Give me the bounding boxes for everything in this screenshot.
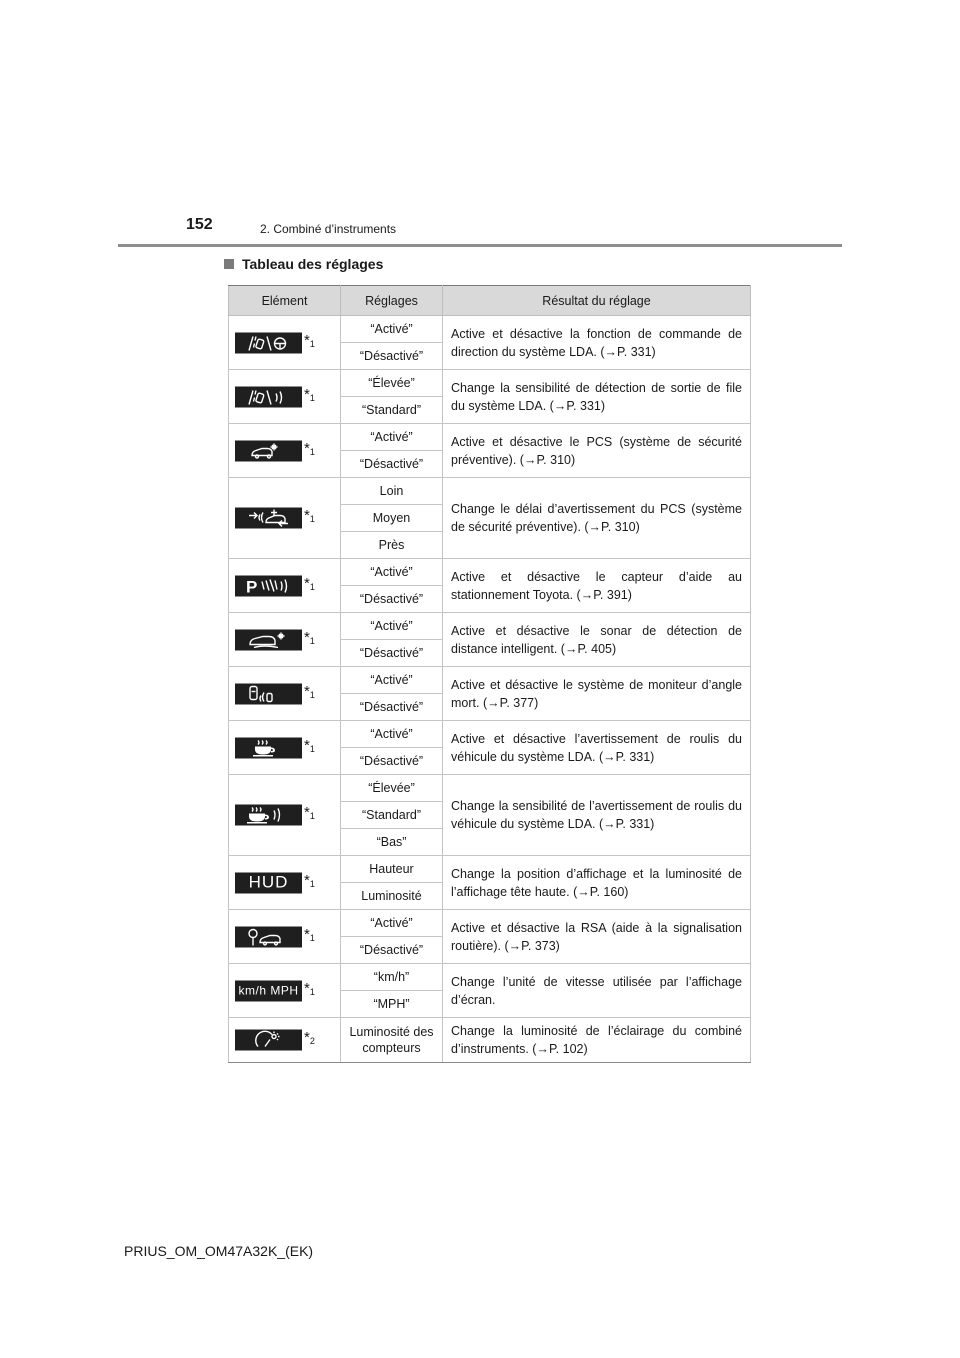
setting-value: “Activé” [341,424,443,451]
result-description: Change le délai d’avertissement du PCS (système de sécurité préventive). (→P. 310) [443,478,751,559]
setting-value: “Désactivé” [341,586,443,613]
result-description: Change la luminosité de l’éclairage du combiné d’instruments. (→P. 102) [443,1018,751,1063]
setting-value: “Activé” [341,667,443,694]
result-description: Active et désactive la fonction de commande de direction du système LDA. (→P. 331) [443,316,751,370]
footnote-mark: $*_1$ [304,385,315,403]
hud-icon: HUD [235,872,302,893]
element-cell [229,370,341,424]
result-description: Change la position d’affichage et la luminosité de l’affichage tête haute. (→P. 160) [443,856,751,910]
result-description: Change la sensibilité de détection de sortie de file du système LDA. (→P. 331) [443,370,751,424]
element-cell [229,775,341,856]
subheading-text: Tableau des réglages [242,256,384,272]
table-row [229,316,751,343]
setting-value: “Bas” [341,829,443,856]
footnote-mark: $*_1$ [304,803,315,821]
table-row [229,1018,751,1063]
element-cell [229,559,341,613]
table-row [229,721,751,748]
table-row [229,559,751,586]
table-row [229,964,751,991]
setting-value: “Élevée” [341,370,443,397]
table-body [229,316,751,1063]
svg-text:P: P [245,577,257,595]
element-cell [229,964,341,1018]
footnote-mark: $*_1$ [304,979,315,997]
setting-value: “Désactivé” [341,694,443,721]
setting-value: “Standard” [341,802,443,829]
footnote-mark: $*_1$ [304,439,315,457]
table-row [229,775,751,802]
pcs-icon [235,440,302,461]
element-cell [229,910,341,964]
table-header-row [229,286,751,316]
footnote-mark: $*_1$ [304,925,315,943]
page-number: 152 [186,216,213,233]
footnote-mark: $*_1$ [304,574,315,592]
speed-unit-icon: km/h MPH [235,980,302,1001]
setting-value: “Activé” [341,613,443,640]
table-row [229,370,751,397]
result-description: Active et désactive la RSA (aide à la signalisation routière). (→P. 373) [443,910,751,964]
element-cell [229,667,341,721]
road-sign-assist-icon [235,926,302,947]
meter-brightness-icon [235,1030,302,1051]
pcs-warning-timing-icon [235,508,302,529]
element-cell [229,424,341,478]
table-row [229,856,751,883]
setting-value: “Désactivé” [341,640,443,667]
sway-warning-icon [235,737,302,758]
element-cell [229,613,341,667]
table-row [229,424,751,451]
result-description: Active et désactive le sonar de détection de distance intelligent. (→P. 405) [443,613,751,667]
section-title: 2. Combiné d’instruments [260,222,397,236]
lane-departure-steering-icon [235,332,302,353]
setting-value: “Standard” [341,397,443,424]
result-description: Active et désactive l’avertissement de roulis du véhicule du système LDA. (→P. 331) [443,721,751,775]
settings-table [228,285,751,1063]
setting-value: “km/h” [341,964,443,991]
footnote-mark: $*_1$ [304,628,315,646]
column-header: Résultat du réglage [443,286,751,316]
footnote-mark: $*_1$ [304,736,315,754]
element-cell [229,721,341,775]
setting-value: Loin [341,478,443,505]
footnote-mark: $*_1$ [304,331,315,349]
setting-value: Luminosité des compteurs [341,1018,443,1063]
parking-assist-sensor-icon [235,575,302,596]
intelligent-clearance-sonar-icon [235,629,302,650]
result-description: Active et désactive le capteur d’aide au stationnement Toyota. (→P. 391) [443,559,751,613]
sway-warning-sensitivity-icon [235,805,302,826]
setting-value: “Désactivé” [341,748,443,775]
subheading [224,256,383,272]
bullet-square-icon [224,259,234,269]
element-cell [229,856,341,910]
element-cell [229,316,341,370]
setting-value: Hauteur [341,856,443,883]
setting-value: Moyen [341,505,443,532]
setting-value: “Désactivé” [341,451,443,478]
result-description: Change la sensibilité de l’avertissement de roulis du véhicule du système LDA. (→P. 331) [443,775,751,856]
element-cell [229,478,341,559]
footnote-mark: $*_2$ [304,1028,315,1046]
table-row [229,667,751,694]
column-header: Elément [229,286,341,316]
blind-spot-monitor-icon [235,683,302,704]
table-row [229,613,751,640]
setting-value: Luminosité [341,883,443,910]
result-description: Change l’unité de vitesse utilisée par l’affichage d’écran. [443,964,751,1018]
lane-departure-sensitivity-icon [235,386,302,407]
setting-value: “Élevée” [341,775,443,802]
result-description: Active et désactive le système de moniteur d’angle mort. (→P. 377) [443,667,751,721]
setting-value: “Activé” [341,910,443,937]
setting-value: “Activé” [341,316,443,343]
setting-value: “Désactivé” [341,937,443,964]
column-header: Réglages [341,286,443,316]
footnote-mark: $*_1$ [304,682,315,700]
table-row [229,478,751,505]
header-rule [118,244,842,247]
element-cell [229,1018,341,1063]
footnote-mark: $*_1$ [304,871,315,889]
footnote-mark: $*_1$ [304,506,315,524]
setting-value: “Activé” [341,721,443,748]
result-description: Active et désactive le PCS (système de sécurité préventive). (→P. 310) [443,424,751,478]
document-code: PRIUS_OM_OM47A32K_(EK) [124,1243,314,1259]
setting-value: “MPH” [341,991,443,1018]
setting-value: Près [341,532,443,559]
setting-value: “Désactivé” [341,343,443,370]
setting-value: “Activé” [341,559,443,586]
table-row [229,910,751,937]
